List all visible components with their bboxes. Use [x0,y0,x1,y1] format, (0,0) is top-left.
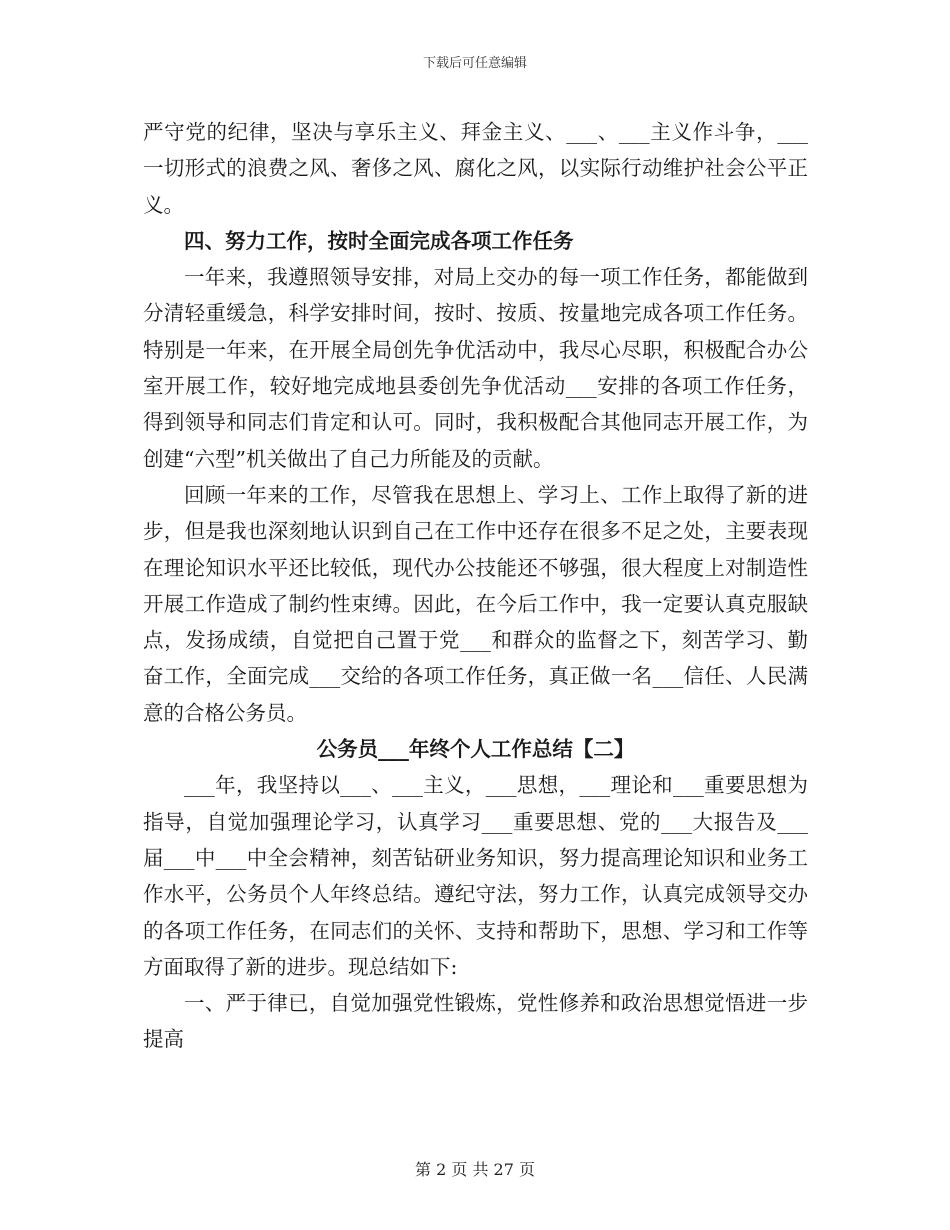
document-body [143,114,808,1058]
paragraph-discipline: 严守党的纪律，坚决与享乐主义、拜金主义、___、___主义作斗争，___一切形式的浪费之风、奢侈之风、腐化之风，以实际行动维护社会公平正义。 [143,120,808,217]
summary-title-two: 公务员___年终个人工作总结【二】 [316,737,635,762]
header-note: 下载后可任意编辑 [422,56,527,71]
paragraph-study: ___年，我坚持以___、___主义，___思想，___理论和___重要思想为指导，自觉加强理论学习，认真学习___重要思想、党的___大报告及___届___中___中全会精神，刻苦钻研业务知识，努力提高理论知识和业务工作水平，公务员个人年终总结。遵纪守法，努力工作，认真完成领导交办的各项工作任务，在同志们的关怀、支持和帮助下，思想、学习和工作等方面取得了新的进步。现总结如下: [143,773,808,979]
page-number: 第 2 页 共 27 页 [415,1160,535,1179]
paragraph-review: 回顾一年来的工作，尽管我在思想上、学习上、工作上取得了新的进步，但是我也深刻地认识到自己在工作中还存在很多不足之处，主要表现在理论知识水平还比较低，现代办公技能还不够强，很大程度上对制造性开展工作造成了制约性束缚。因此，在今后工作中，我一定要认真克服缺点，发扬成绩，自觉把自己置于党___和群众的监督之下，刻苦学习、勤奋工作，全面完成___交给的各项工作任务，真正做一名___信任、人民满意的合格公务员。 [143,482,808,725]
section-heading-four: 四、努力工作，按时全面完成各项工作任务 [184,228,574,253]
paragraph-work-tasks: 一年来，我遵照领导安排，对局上交办的每一项工作任务，都能做到分清轻重缓急，科学安排时间，按时、按质、按量地完成各项工作任务。特别是一年来，在开展全局创先争优活动中，我尽心尽职，积极配合办公室开展工作，较好地完成地县委创先争优活动___安排的各项工作任务，得到领导和同志们肯定和认可。同时，我积极配合其他同志开展工作，为创建“六型”机关做出了自己力所能及的贡献。 [143,265,808,471]
paragraph-section-one: 一、严于律已，自觉加强党性锻炼，党性修养和政治思想觉悟进一步提高 [143,991,808,1052]
